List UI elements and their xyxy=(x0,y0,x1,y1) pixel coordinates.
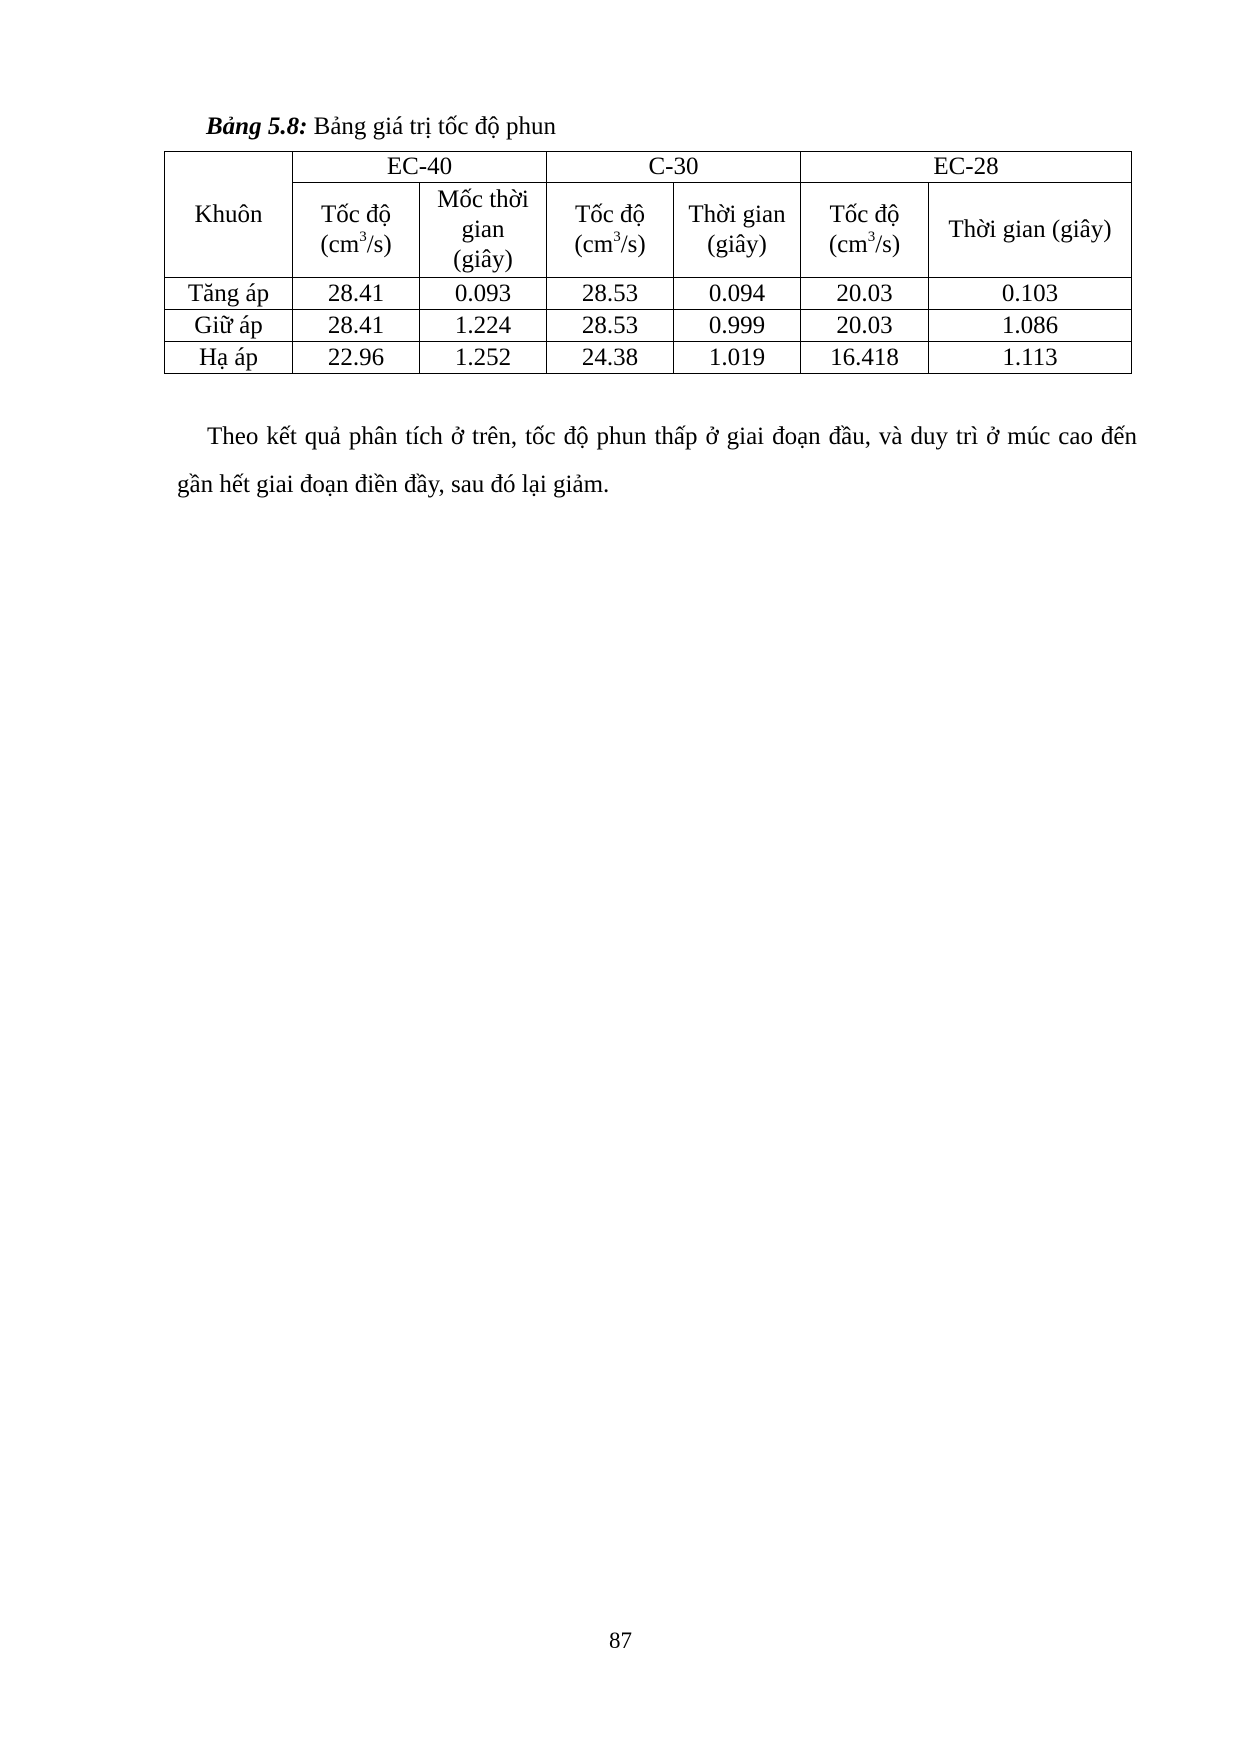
table-cell: 28.53 xyxy=(547,310,674,342)
injection-speed-table xyxy=(164,151,1132,374)
table-cell: 24.38 xyxy=(547,342,674,374)
subheader-speed: Tốc độ $(cm^3/s)$ xyxy=(801,183,929,278)
table-row xyxy=(165,278,1132,310)
table-cell: 1.019 xyxy=(674,342,801,374)
table-cell: 0.103 xyxy=(929,278,1132,310)
table-cell: 22.96 xyxy=(293,342,420,374)
row-label: Giữ áp xyxy=(165,310,293,342)
subheader-speed: Tốc độ $(cm^3/s)$ xyxy=(293,183,420,278)
row-label: Tăng áp xyxy=(165,278,293,310)
table-cell: 0.093 xyxy=(420,278,547,310)
table-subheader-row xyxy=(165,183,1132,278)
table-cell: 28.41 xyxy=(293,310,420,342)
table-cell: 0.094 xyxy=(674,278,801,310)
group-header-ec28: EC-28 xyxy=(801,152,1132,183)
row-header-cell: Khuôn xyxy=(165,152,293,278)
table-row xyxy=(165,342,1132,374)
subheader-time: Thời gian (giây) xyxy=(929,183,1132,278)
table-cell: 16.418 xyxy=(801,342,929,374)
subheader-time: Thời gian (giây) xyxy=(674,183,801,278)
row-label: Hạ áp xyxy=(165,342,293,374)
table-header-row xyxy=(165,152,1132,183)
table-cell: 1.252 xyxy=(420,342,547,374)
table-cell: 20.03 xyxy=(801,310,929,342)
table-row xyxy=(165,310,1132,342)
subheader-speed: Tốc độ $(cm^3/s)$ xyxy=(547,183,674,278)
group-header-ec40: EC-40 xyxy=(293,152,547,183)
table-cell: 20.03 xyxy=(801,278,929,310)
subheader-time: Mốc thời gian (giây) xyxy=(420,183,547,278)
table-cell: 1.113 xyxy=(929,342,1132,374)
body-paragraph: Theo kết quả phân tích ở trên, tốc độ phun thấp ở giai đoạn đầu, và duy trì ở múc cao đến gần hết giai đoạn điền đầy, sau đó lại giảm. xyxy=(177,423,1137,498)
group-header-c30: C-30 xyxy=(547,152,801,183)
table-cell: 1.086 xyxy=(929,310,1132,342)
table-cell: 1.224 xyxy=(420,310,547,342)
page-number: 87 xyxy=(609,1628,632,1653)
table-cell: 28.41 xyxy=(293,278,420,310)
table-caption xyxy=(206,112,556,142)
table-cell: 0.999 xyxy=(674,310,801,342)
table-cell: 28.53 xyxy=(547,278,674,310)
table-caption-label: Bảng 5.8: xyxy=(206,113,308,140)
table-caption-text: Bảng giá trị tốc độ phun xyxy=(307,113,556,140)
